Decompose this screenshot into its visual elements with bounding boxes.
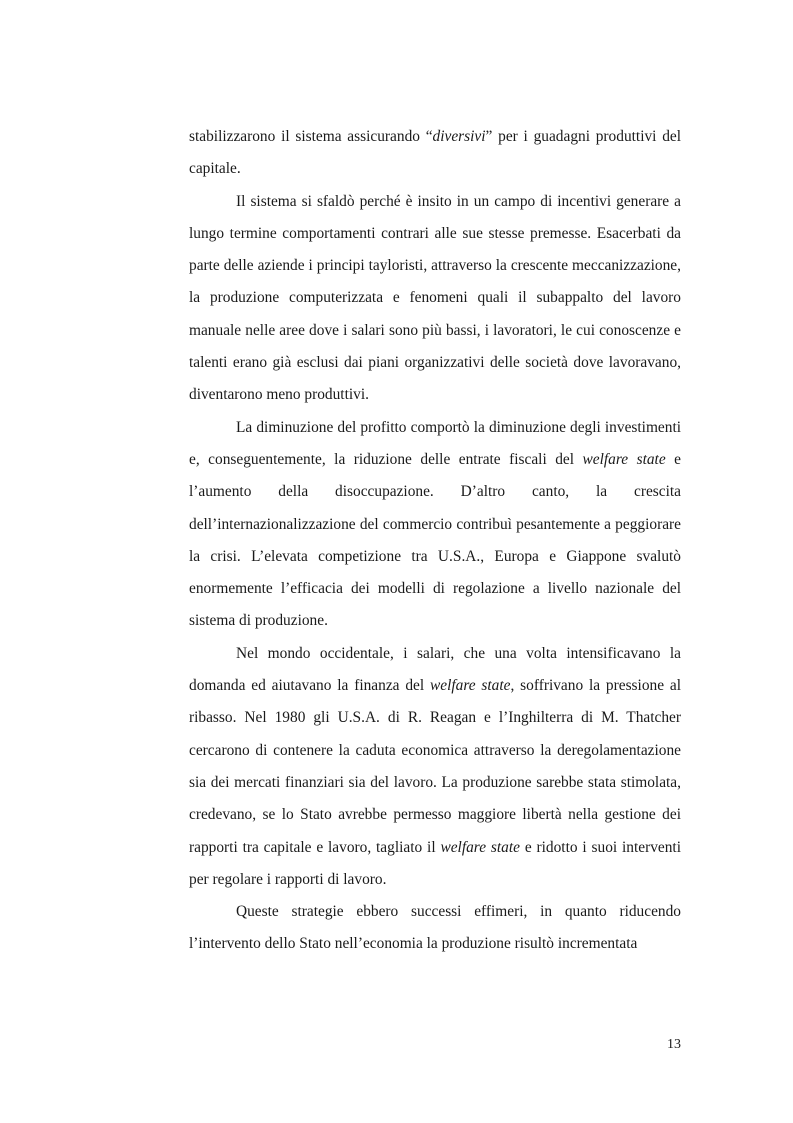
italic-term: welfare state <box>440 838 520 856</box>
text-run: , soffrivano la pressione al ribasso. Nel 1980 gli U.S.A. di R. Reagan e l’Inghilterra di M. Thatcher cercarono di contenere la caduta economica attraverso la deregolamentazione sia dei mercati finanziari sia del lavoro. La produzione sarebbe stata stimolata, credevano, se lo Stato avrebbe permesso maggiore libertà nella gestione dei rapporti tra capitale e lavoro, tagliato il <box>189 677 681 856</box>
paragraph-1 <box>189 121 681 186</box>
text-run: e ridotto i suoi interventi per regolare i rapporti di lavoro. <box>189 838 681 888</box>
text-run: La diminuzione del profitto comportò la diminuzione degli investimenti e, conseguentemente, la riduzione delle entrate fiscali del <box>189 418 681 468</box>
text-run: Il sistema si sfaldò perché è insito in un campo di incentivi generare a lungo termine comportamenti contrari alle sue stesse premesse. Esacerbati da parte delle aziende i principi tayloristi, attraverso la crescente meccanizzazione, la produzione computerizzata e fenomeni quali il subappalto del lavoro manuale nelle aree dove i salari sono più bassi, i lavoratori, le cui conoscenze e talenti erano già esclusi dai piani organizzativi delle società dove lavoravano, diventarono meno produttivi. <box>189 192 681 404</box>
italic-term: welfare state <box>429 677 511 695</box>
italic-term: diversivi <box>432 128 486 145</box>
text-run: ” per i guadagni produttivi del capitale. <box>189 128 681 178</box>
text-run: Nel mondo occidentale, i salari, che una volta intensificavano la domanda ed aiutavano la finanza del <box>189 644 681 695</box>
text-run: e l’aumento della disoccupazione. D’altro canto, la crescita dell’internazionalizzazione del commercio contribuì pesantemente a peggiorare la crisi. L’elevata competizione tra U.S.A., Europa e Giappone svalutò enormemente l’efficacia dei modelli di regolazione a livello nazionale del sistema di produzione. <box>189 450 681 630</box>
page-number: 13 <box>667 1037 681 1052</box>
italic-term: welfare state <box>582 450 666 468</box>
paragraph-5 <box>189 896 681 961</box>
paragraph-2 <box>189 186 681 412</box>
text-run: Queste strategie ebbero successi effimeri, in quanto riducendo l’intervento dello Stato nell’economia la produzione risultò incrementata <box>189 903 681 953</box>
text-run: stabilizzarono il sistema assicurando “ <box>189 128 433 145</box>
paragraph-3 <box>189 412 681 638</box>
body-text <box>189 121 681 961</box>
paragraph-4 <box>189 638 681 896</box>
